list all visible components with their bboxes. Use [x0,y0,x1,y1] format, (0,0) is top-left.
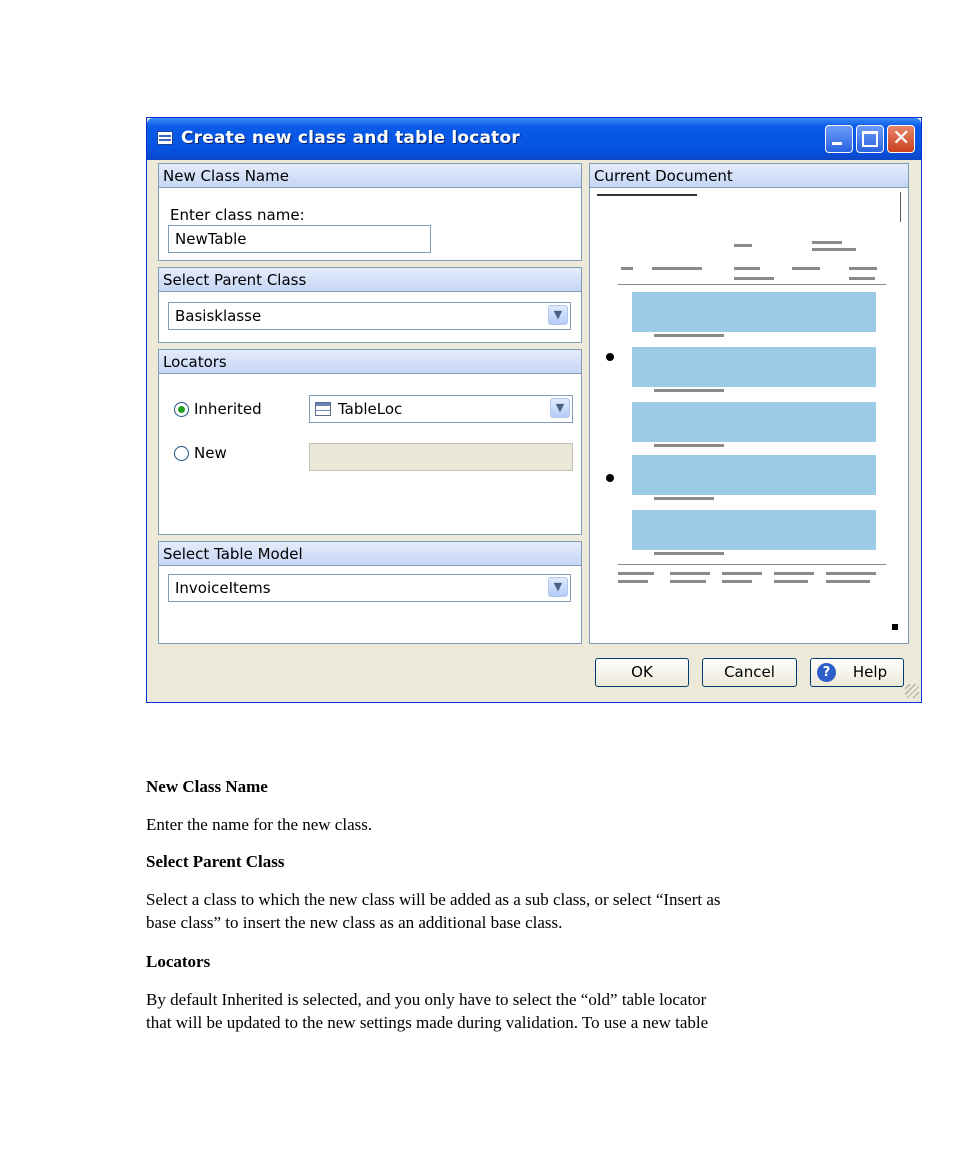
inherited-label: Inherited [194,400,262,418]
paragraph-locators-line1: By default Inherited is selected, and you only have to select the “old” table locator [146,990,707,1009]
new-label: New [194,444,227,462]
table-icon [157,131,173,145]
dialog-window [146,117,922,703]
parent-class-value: Basisklasse [175,307,262,325]
new-locator-input [309,443,573,471]
minimize-button[interactable] [825,125,853,153]
help-button[interactable] [810,658,904,687]
resize-grip[interactable] [905,684,919,698]
new-class-panel [158,163,582,261]
paragraph-locators-line2: that will be updated to the new settings made during validation. To use a new table [146,1013,709,1032]
inherited-locator-value: TableLoc [338,400,403,418]
maximize-icon [862,131,878,147]
locators-header: Locators [159,350,581,374]
class-name-prompt: Enter class name: [170,206,305,224]
parent-class-panel [158,267,582,343]
table-model-panel [158,541,582,644]
table-model-header: Select Table Model [159,542,581,566]
locators-panel [158,349,582,535]
new-class-header: New Class Name [159,164,581,188]
paragraph-new-class: Enter the name for the new class. [146,815,373,834]
class-name-input[interactable]: NewTable [168,225,431,253]
section-heading-new-class: New Class Name [146,777,268,796]
preview-header: Current Document [590,164,908,188]
inherited-radio[interactable] [174,402,189,417]
section-heading-locators: Locators [146,952,211,971]
chevron-down-icon[interactable]: ▼ [548,305,568,325]
maximize-button[interactable] [856,125,884,153]
close-button[interactable] [887,125,915,153]
close-icon: ✕ [892,126,911,151]
help-label: Help [852,663,888,681]
parent-class-header: Select Parent Class [159,268,581,292]
section-heading-parent-class: Select Parent Class [146,852,285,871]
inherited-locator-select[interactable] [309,395,573,423]
parent-class-select[interactable] [168,302,571,330]
chevron-down-icon[interactable]: ▼ [548,577,568,597]
table-model-select[interactable] [168,574,571,602]
ok-button[interactable]: OK [595,658,689,687]
new-radio[interactable] [174,446,189,461]
title-bar[interactable] [147,118,921,160]
chevron-down-icon[interactable]: ▼ [550,398,570,418]
table-model-value: InvoiceItems [175,579,271,597]
help-icon: ? [817,663,836,682]
table-icon [315,402,331,416]
minimize-icon [832,142,842,145]
preview-panel [589,163,909,644]
dialog-title: Create new class and table locator [181,128,520,148]
document-preview-image[interactable] [594,192,904,638]
paragraph-parent-class-line1: Select a class to which the new class will be added as a sub class, or select “Insert as [146,890,721,909]
paragraph-parent-class-line2: base class” to insert the new class as an additional base class. [146,913,563,932]
cancel-button[interactable]: Cancel [702,658,797,687]
